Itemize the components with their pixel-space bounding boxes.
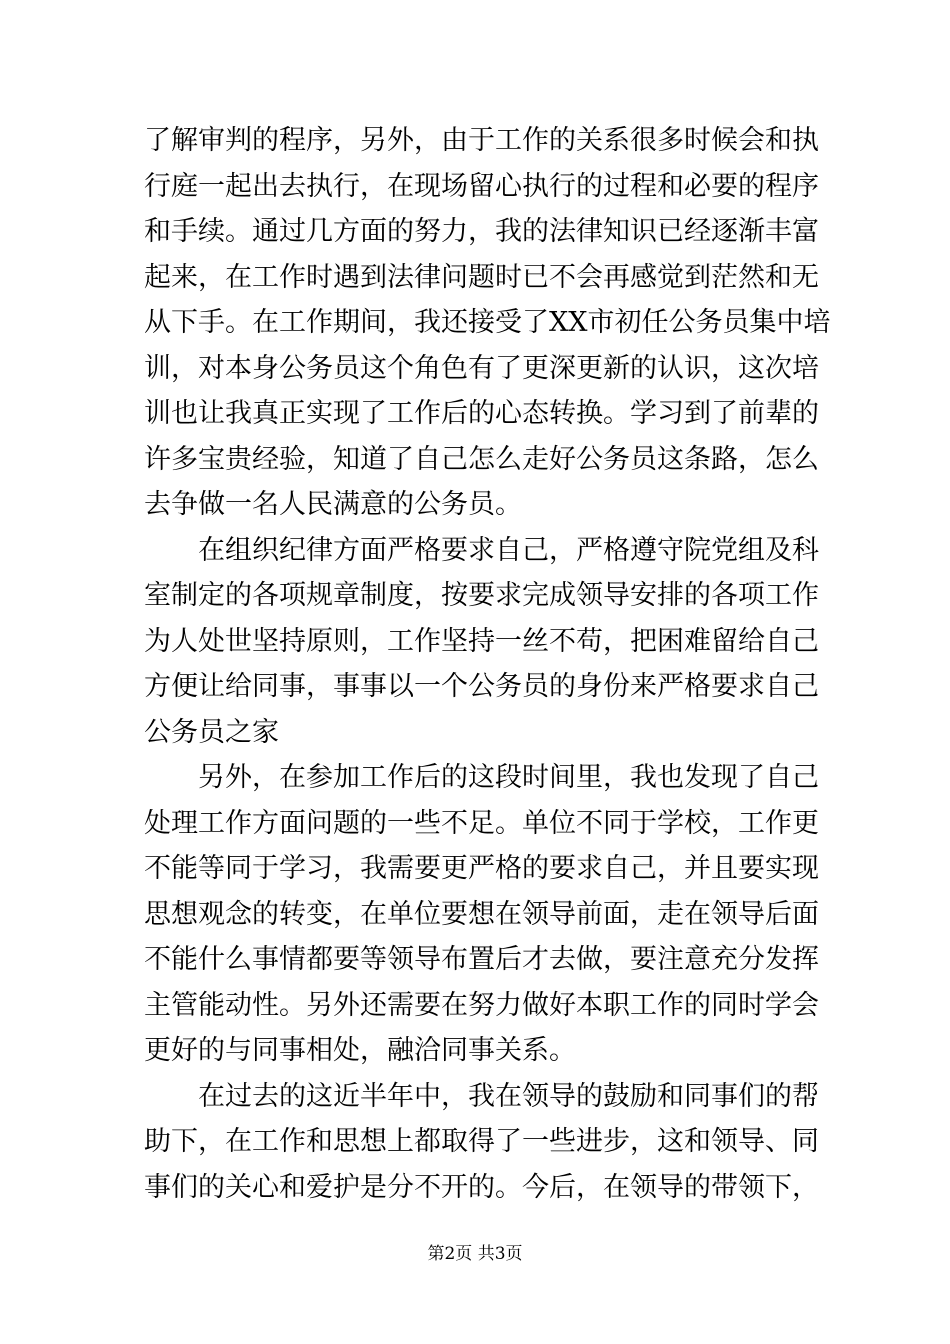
page-footer: [0, 1242, 950, 1266]
text-line: 公务员之家: [144, 716, 279, 748]
text-line: 训也让我真正实现了工作后的心态转换。学习到了前辈的: [144, 398, 819, 429]
page-number-label: 第2页 共3页: [427, 1244, 523, 1264]
text-line: 为人处世坚持原则，工作坚持一丝不苟，把困难留给自己: [144, 625, 819, 657]
text-line: 不能等同于学习，我需要更严格的要求自己，并且要实现: [144, 853, 819, 884]
text-line: 事们的关心和爱护是分不开的。今后，在领导的带领下，: [144, 1171, 819, 1203]
paragraph-first-line: 在组织纪律方面严格要求自己，严格遵守院党组及科: [198, 534, 819, 566]
document-body: [144, 118, 831, 1210]
text-line: 行庭一起出去执行，在现场留心执行的过程和必要的程序: [144, 170, 819, 202]
paragraph-first-line: 在过去的这近半年中，我在领导的鼓励和同事们的帮: [198, 1080, 819, 1112]
text-line: 从下手。在工作期间，我还接受了XX市初任公务员集中培: [144, 307, 831, 338]
text-line: 助下，在工作和思想上都取得了一些进步，这和领导、同: [144, 1126, 819, 1157]
text-line: 不能什么事情都要等领导布置后才去做，要注意充分发挥: [144, 944, 819, 975]
text-line: 和手续。通过几方面的努力，我的法律知识已经逐渐丰富: [144, 216, 819, 247]
text-line: 处理工作方面问题的一些不足。单位不同于学校，工作更: [144, 807, 819, 839]
text-line: 思想观念的转变，在单位要想在领导前面，走在领导后面: [144, 898, 819, 930]
text-line: 许多宝贵经验，知道了自己怎么走好公务员这条路，怎么: [144, 443, 819, 475]
text-line: 了解审判的程序，另外，由于工作的关系很多时候会和执: [144, 125, 819, 156]
text-line: 方便让给同事，事事以一个公务员的身份来严格要求自己: [144, 671, 819, 702]
text-line: 去争做一名人民满意的公务员。: [144, 489, 522, 520]
text-line: 主管能动性。另外还需要在努力做好本职工作的同时学会: [144, 989, 819, 1021]
text-line: 室制定的各项规章制度，按要求完成领导安排的各项工作: [144, 580, 819, 611]
text-line: 训，对本身公务员这个角色有了更深更新的认识，这次培: [144, 352, 819, 384]
text-line: 更好的与同事相处，融洽同事关系。: [144, 1035, 576, 1066]
text-line: 起来，在工作时遇到法律问题时已不会再感觉到茫然和无: [144, 261, 819, 293]
paragraph-first-line: 另外，在参加工作后的这段时间里，我也发现了自己: [198, 762, 819, 793]
